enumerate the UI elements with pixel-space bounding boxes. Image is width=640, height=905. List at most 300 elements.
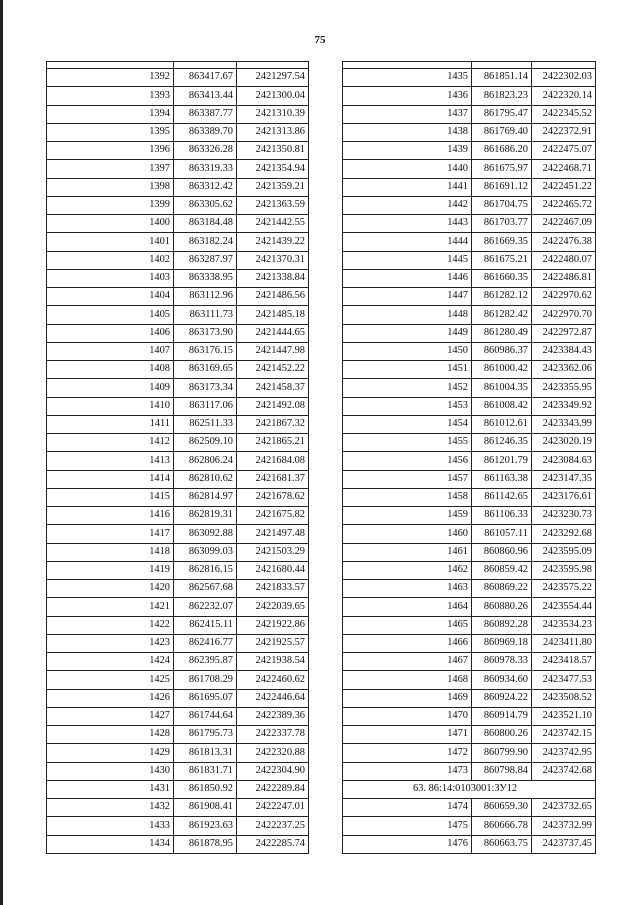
x-coordinate: 862819.31 (174, 507, 237, 525)
y-coordinate: 2422304.90 (237, 762, 309, 780)
table-row (343, 598, 596, 616)
x-coordinate: 863173.90 (174, 324, 237, 342)
y-coordinate: 2423732.65 (532, 799, 596, 817)
point-number: 1464 (343, 598, 472, 616)
y-coordinate: 2421458.37 (237, 379, 309, 397)
point-number: 1393 (47, 87, 174, 105)
x-coordinate: 863184.48 (174, 215, 237, 233)
point-number: 1437 (343, 105, 472, 123)
y-coordinate: 2423477.53 (532, 671, 596, 689)
table-row (47, 434, 309, 452)
x-coordinate: 861691.12 (472, 178, 532, 196)
table-row (343, 817, 596, 835)
x-coordinate: 863169.65 (174, 361, 237, 379)
x-coordinate: 860924.22 (472, 689, 532, 707)
table-row (343, 616, 596, 634)
point-number: 1440 (343, 160, 472, 178)
x-coordinate: 861795.73 (174, 726, 237, 744)
point-number: 1473 (343, 762, 472, 780)
y-coordinate: 2421485.18 (237, 306, 309, 324)
y-coordinate: 2421675.82 (237, 507, 309, 525)
y-coordinate: 2421359.21 (237, 178, 309, 196)
x-coordinate: 862810.62 (174, 470, 237, 488)
table-row (343, 69, 596, 87)
x-coordinate: 863312.42 (174, 178, 237, 196)
x-coordinate: 861057.11 (472, 525, 532, 543)
table-row (343, 379, 596, 397)
table-row (343, 653, 596, 671)
point-number: 1471 (343, 726, 472, 744)
coordinates-table-right (342, 61, 596, 854)
point-number: 1423 (47, 634, 174, 652)
y-coordinate: 2421447.98 (237, 342, 309, 360)
table-row (343, 87, 596, 105)
point-number: 1445 (343, 251, 472, 269)
point-number: 1452 (343, 379, 472, 397)
x-coordinate: 861282.12 (472, 288, 532, 306)
x-coordinate: 861813.31 (174, 744, 237, 762)
point-number: 1396 (47, 142, 174, 160)
point-number: 1458 (343, 488, 472, 506)
point-number: 1412 (47, 434, 174, 452)
point-number: 1461 (343, 543, 472, 561)
table-row (47, 397, 309, 415)
point-number: 1438 (343, 123, 472, 141)
x-coordinate: 861878.95 (174, 835, 237, 853)
table-row (47, 251, 309, 269)
y-coordinate: 2422285.74 (237, 835, 309, 853)
y-coordinate: 2422389.36 (237, 707, 309, 725)
table-row (343, 233, 596, 251)
x-coordinate: 861769.40 (472, 123, 532, 141)
x-coordinate: 861004.35 (472, 379, 532, 397)
y-coordinate: 2421867.32 (237, 415, 309, 433)
section-row (343, 780, 596, 798)
table-row (47, 142, 309, 160)
y-coordinate: 2421680.44 (237, 561, 309, 579)
x-coordinate: 863338.95 (174, 269, 237, 287)
x-coordinate: 862395.87 (174, 653, 237, 671)
y-coordinate: 2422480.07 (532, 251, 596, 269)
table-row (47, 452, 309, 470)
point-number: 1415 (47, 488, 174, 506)
y-coordinate: 2421925.57 (237, 634, 309, 652)
x-coordinate: 862814.97 (174, 488, 237, 506)
x-coordinate: 861908.41 (174, 799, 237, 817)
table-row (47, 598, 309, 616)
x-coordinate: 862567.68 (174, 580, 237, 598)
table-row (343, 361, 596, 379)
x-coordinate: 863173.34 (174, 379, 237, 397)
x-coordinate: 860892.28 (472, 616, 532, 634)
table-row (47, 288, 309, 306)
y-coordinate: 2423176.61 (532, 488, 596, 506)
y-coordinate: 2421938.54 (237, 653, 309, 671)
coordinates-table-left (46, 61, 309, 854)
table-row (343, 762, 596, 780)
x-coordinate: 863099.03 (174, 543, 237, 561)
point-number: 1454 (343, 415, 472, 433)
table-row (47, 342, 309, 360)
y-coordinate: 2421439.22 (237, 233, 309, 251)
point-number: 1436 (343, 87, 472, 105)
table-row (343, 196, 596, 214)
table-row (343, 142, 596, 160)
table-row (47, 634, 309, 652)
point-number: 1448 (343, 306, 472, 324)
x-coordinate: 861280.49 (472, 324, 532, 342)
y-coordinate: 2421922.86 (237, 616, 309, 634)
y-coordinate: 2423411.80 (532, 634, 596, 652)
y-coordinate: 2423343.99 (532, 415, 596, 433)
table-row (343, 525, 596, 543)
point-number: 1457 (343, 470, 472, 488)
x-coordinate: 863319.33 (174, 160, 237, 178)
x-coordinate: 861000.42 (472, 361, 532, 379)
x-coordinate: 863417.67 (174, 69, 237, 87)
table-row (47, 580, 309, 598)
table-row (343, 561, 596, 579)
x-coordinate: 863176.15 (174, 342, 237, 360)
x-coordinate: 860869.22 (472, 580, 532, 598)
table-row (343, 306, 596, 324)
x-coordinate: 863413.44 (174, 87, 237, 105)
y-coordinate: 2422039.65 (237, 598, 309, 616)
y-coordinate: 2423595.09 (532, 543, 596, 561)
y-coordinate: 2422465.72 (532, 196, 596, 214)
y-coordinate: 2422247.01 (237, 799, 309, 817)
y-coordinate: 2423521.10 (532, 707, 596, 725)
table-row (343, 324, 596, 342)
x-coordinate: 860986.37 (472, 342, 532, 360)
point-number: 1422 (47, 616, 174, 634)
x-coordinate: 861703.77 (472, 215, 532, 233)
point-number: 1463 (343, 580, 472, 598)
x-coordinate: 860666.78 (472, 817, 532, 835)
y-coordinate: 2423362.06 (532, 361, 596, 379)
table-row (343, 288, 596, 306)
x-coordinate: 860800.26 (472, 726, 532, 744)
point-number: 1465 (343, 616, 472, 634)
point-number: 1429 (47, 744, 174, 762)
y-coordinate: 2421363.59 (237, 196, 309, 214)
table-row (343, 799, 596, 817)
table-row (343, 507, 596, 525)
y-coordinate: 2422446.64 (237, 689, 309, 707)
table-row (343, 543, 596, 561)
point-number: 1416 (47, 507, 174, 525)
point-number: 1435 (343, 69, 472, 87)
table-row (47, 744, 309, 762)
point-number: 1406 (47, 324, 174, 342)
point-number: 1433 (47, 817, 174, 835)
y-coordinate: 2423508.52 (532, 689, 596, 707)
y-coordinate: 2421503.29 (237, 543, 309, 561)
x-coordinate: 861686.20 (472, 142, 532, 160)
table-row (47, 233, 309, 251)
x-coordinate: 861923.63 (174, 817, 237, 835)
point-number: 1476 (343, 835, 472, 853)
y-coordinate: 2423355.95 (532, 379, 596, 397)
table-row (47, 87, 309, 105)
point-number: 1418 (47, 543, 174, 561)
y-coordinate: 2422237.25 (237, 817, 309, 835)
x-coordinate: 863287.97 (174, 251, 237, 269)
point-number: 1472 (343, 744, 472, 762)
x-coordinate: 860978.33 (472, 653, 532, 671)
x-coordinate: 861675.21 (472, 251, 532, 269)
x-coordinate: 863389.70 (174, 123, 237, 141)
table-row (47, 361, 309, 379)
table-row (47, 105, 309, 123)
x-coordinate: 861163.38 (472, 470, 532, 488)
table-row (343, 397, 596, 415)
table-row (343, 160, 596, 178)
point-number: 1455 (343, 434, 472, 452)
table-row (47, 178, 309, 196)
point-number: 1413 (47, 452, 174, 470)
point-number: 1475 (343, 817, 472, 835)
table-row (343, 215, 596, 233)
x-coordinate: 861744.64 (174, 707, 237, 725)
point-number: 1453 (343, 397, 472, 415)
y-coordinate: 2422460.62 (237, 671, 309, 689)
point-number: 1432 (47, 799, 174, 817)
point-number: 1424 (47, 653, 174, 671)
y-coordinate: 2423742.95 (532, 744, 596, 762)
y-coordinate: 2422372.91 (532, 123, 596, 141)
y-coordinate: 2423595.98 (532, 561, 596, 579)
x-coordinate: 861795.47 (472, 105, 532, 123)
y-coordinate: 2423147.35 (532, 470, 596, 488)
point-number: 1451 (343, 361, 472, 379)
point-number: 1474 (343, 799, 472, 817)
y-coordinate: 2422451.22 (532, 178, 596, 196)
point-number: 1395 (47, 123, 174, 141)
point-number: 1442 (343, 196, 472, 214)
point-number: 1398 (47, 178, 174, 196)
y-coordinate: 2421681.37 (237, 470, 309, 488)
point-number: 1409 (47, 379, 174, 397)
y-coordinate: 2421865.21 (237, 434, 309, 452)
x-coordinate: 861831.71 (174, 762, 237, 780)
point-number: 1427 (47, 707, 174, 725)
table-row (47, 707, 309, 725)
point-number: 1444 (343, 233, 472, 251)
table-row (343, 415, 596, 433)
point-number: 1441 (343, 178, 472, 196)
point-number: 1462 (343, 561, 472, 579)
x-coordinate: 861850.92 (174, 780, 237, 798)
x-coordinate: 861675.97 (472, 160, 532, 178)
x-coordinate: 863387.77 (174, 105, 237, 123)
point-number: 1394 (47, 105, 174, 123)
section-label: 63. 86:14:0103001:ЗУ12 (343, 780, 596, 798)
y-coordinate: 2423084.63 (532, 452, 596, 470)
x-coordinate: 860969.18 (472, 634, 532, 652)
table-row (47, 470, 309, 488)
x-coordinate: 861282.42 (472, 306, 532, 324)
x-coordinate: 860798.84 (472, 762, 532, 780)
table-row (343, 634, 596, 652)
table-row (343, 452, 596, 470)
table-row (343, 835, 596, 853)
y-coordinate: 2421300.04 (237, 87, 309, 105)
point-number: 1467 (343, 653, 472, 671)
table-top-row (343, 62, 596, 69)
y-coordinate: 2422468.71 (532, 160, 596, 178)
y-coordinate: 2421354.94 (237, 160, 309, 178)
y-coordinate: 2423292.68 (532, 525, 596, 543)
table-row (343, 178, 596, 196)
y-coordinate: 2423418.57 (532, 653, 596, 671)
y-coordinate: 2421444.65 (237, 324, 309, 342)
x-coordinate: 863092.88 (174, 525, 237, 543)
y-coordinate: 2421442.55 (237, 215, 309, 233)
x-coordinate: 860934.60 (472, 671, 532, 689)
x-coordinate: 862232.07 (174, 598, 237, 616)
x-coordinate: 861246.35 (472, 434, 532, 452)
table-row (343, 269, 596, 287)
point-number: 1403 (47, 269, 174, 287)
x-coordinate: 861704.75 (472, 196, 532, 214)
table-row (343, 671, 596, 689)
point-number: 1443 (343, 215, 472, 233)
y-coordinate: 2421684.08 (237, 452, 309, 470)
point-number: 1460 (343, 525, 472, 543)
x-coordinate: 862509.10 (174, 434, 237, 452)
table-row (47, 160, 309, 178)
table-row (47, 616, 309, 634)
table-row (343, 470, 596, 488)
table-row (343, 342, 596, 360)
point-number: 1401 (47, 233, 174, 251)
table-row (343, 105, 596, 123)
table-row (47, 799, 309, 817)
y-coordinate: 2421297.54 (237, 69, 309, 87)
table-row (47, 69, 309, 87)
x-coordinate: 861106.33 (472, 507, 532, 525)
x-coordinate: 860799.90 (472, 744, 532, 762)
point-number: 1410 (47, 397, 174, 415)
x-coordinate: 863305.62 (174, 196, 237, 214)
y-coordinate: 2423534.23 (532, 616, 596, 634)
table-row (47, 123, 309, 141)
x-coordinate: 863182.24 (174, 233, 237, 251)
point-number: 1407 (47, 342, 174, 360)
table-row (47, 488, 309, 506)
point-number: 1450 (343, 342, 472, 360)
x-coordinate: 860914.79 (472, 707, 532, 725)
point-number: 1425 (47, 671, 174, 689)
y-coordinate: 2422467.09 (532, 215, 596, 233)
point-number: 1449 (343, 324, 472, 342)
table-row (47, 196, 309, 214)
table-row (47, 835, 309, 853)
table-row (47, 543, 309, 561)
point-number: 1446 (343, 269, 472, 287)
y-coordinate: 2421833.57 (237, 580, 309, 598)
y-coordinate: 2422337.78 (237, 726, 309, 744)
table-row (343, 488, 596, 506)
x-coordinate: 861823.23 (472, 87, 532, 105)
x-coordinate: 862816.15 (174, 561, 237, 579)
point-number: 1392 (47, 69, 174, 87)
table-row (47, 653, 309, 671)
table-row (47, 780, 309, 798)
y-coordinate: 2423742.15 (532, 726, 596, 744)
table-row (343, 689, 596, 707)
point-number: 1469 (343, 689, 472, 707)
point-number: 1426 (47, 689, 174, 707)
y-coordinate: 2423554.44 (532, 598, 596, 616)
y-coordinate: 2422475.07 (532, 142, 596, 160)
table-row (343, 744, 596, 762)
table-row (47, 507, 309, 525)
table-row (47, 689, 309, 707)
point-number: 1430 (47, 762, 174, 780)
y-coordinate: 2423742.68 (532, 762, 596, 780)
x-coordinate: 862511.33 (174, 415, 237, 433)
y-coordinate: 2421338.84 (237, 269, 309, 287)
y-coordinate: 2421492.08 (237, 397, 309, 415)
x-coordinate: 863111.73 (174, 306, 237, 324)
y-coordinate: 2422486.81 (532, 269, 596, 287)
y-coordinate: 2421678.62 (237, 488, 309, 506)
y-coordinate: 2422302.03 (532, 69, 596, 87)
y-coordinate: 2423732.99 (532, 817, 596, 835)
table-row (343, 251, 596, 269)
table-row (47, 215, 309, 233)
point-number: 1428 (47, 726, 174, 744)
point-number: 1404 (47, 288, 174, 306)
point-number: 1439 (343, 142, 472, 160)
y-coordinate: 2423384.43 (532, 342, 596, 360)
table-row (47, 726, 309, 744)
x-coordinate: 863112.96 (174, 288, 237, 306)
point-number: 1411 (47, 415, 174, 433)
y-coordinate: 2422970.62 (532, 288, 596, 306)
table-row (343, 726, 596, 744)
y-coordinate: 2422476.38 (532, 233, 596, 251)
y-coordinate: 2422320.14 (532, 87, 596, 105)
x-coordinate: 861201.79 (472, 452, 532, 470)
y-coordinate: 2423230.73 (532, 507, 596, 525)
y-coordinate: 2421486.56 (237, 288, 309, 306)
y-coordinate: 2421310.39 (237, 105, 309, 123)
table-row (47, 671, 309, 689)
table-row (343, 580, 596, 598)
y-coordinate: 2423020.19 (532, 434, 596, 452)
table-row (47, 525, 309, 543)
point-number: 1400 (47, 215, 174, 233)
y-coordinate: 2422320.88 (237, 744, 309, 762)
y-coordinate: 2421313.86 (237, 123, 309, 141)
x-coordinate: 861851.14 (472, 69, 532, 87)
x-coordinate: 860659.30 (472, 799, 532, 817)
table-row (343, 434, 596, 452)
point-number: 1434 (47, 835, 174, 853)
x-coordinate: 861008.42 (472, 397, 532, 415)
y-coordinate: 2423349.92 (532, 397, 596, 415)
table-row (47, 324, 309, 342)
y-coordinate: 2421497.48 (237, 525, 309, 543)
point-number: 1408 (47, 361, 174, 379)
point-number: 1447 (343, 288, 472, 306)
point-number: 1397 (47, 160, 174, 178)
table-row (47, 269, 309, 287)
x-coordinate: 861669.35 (472, 233, 532, 251)
